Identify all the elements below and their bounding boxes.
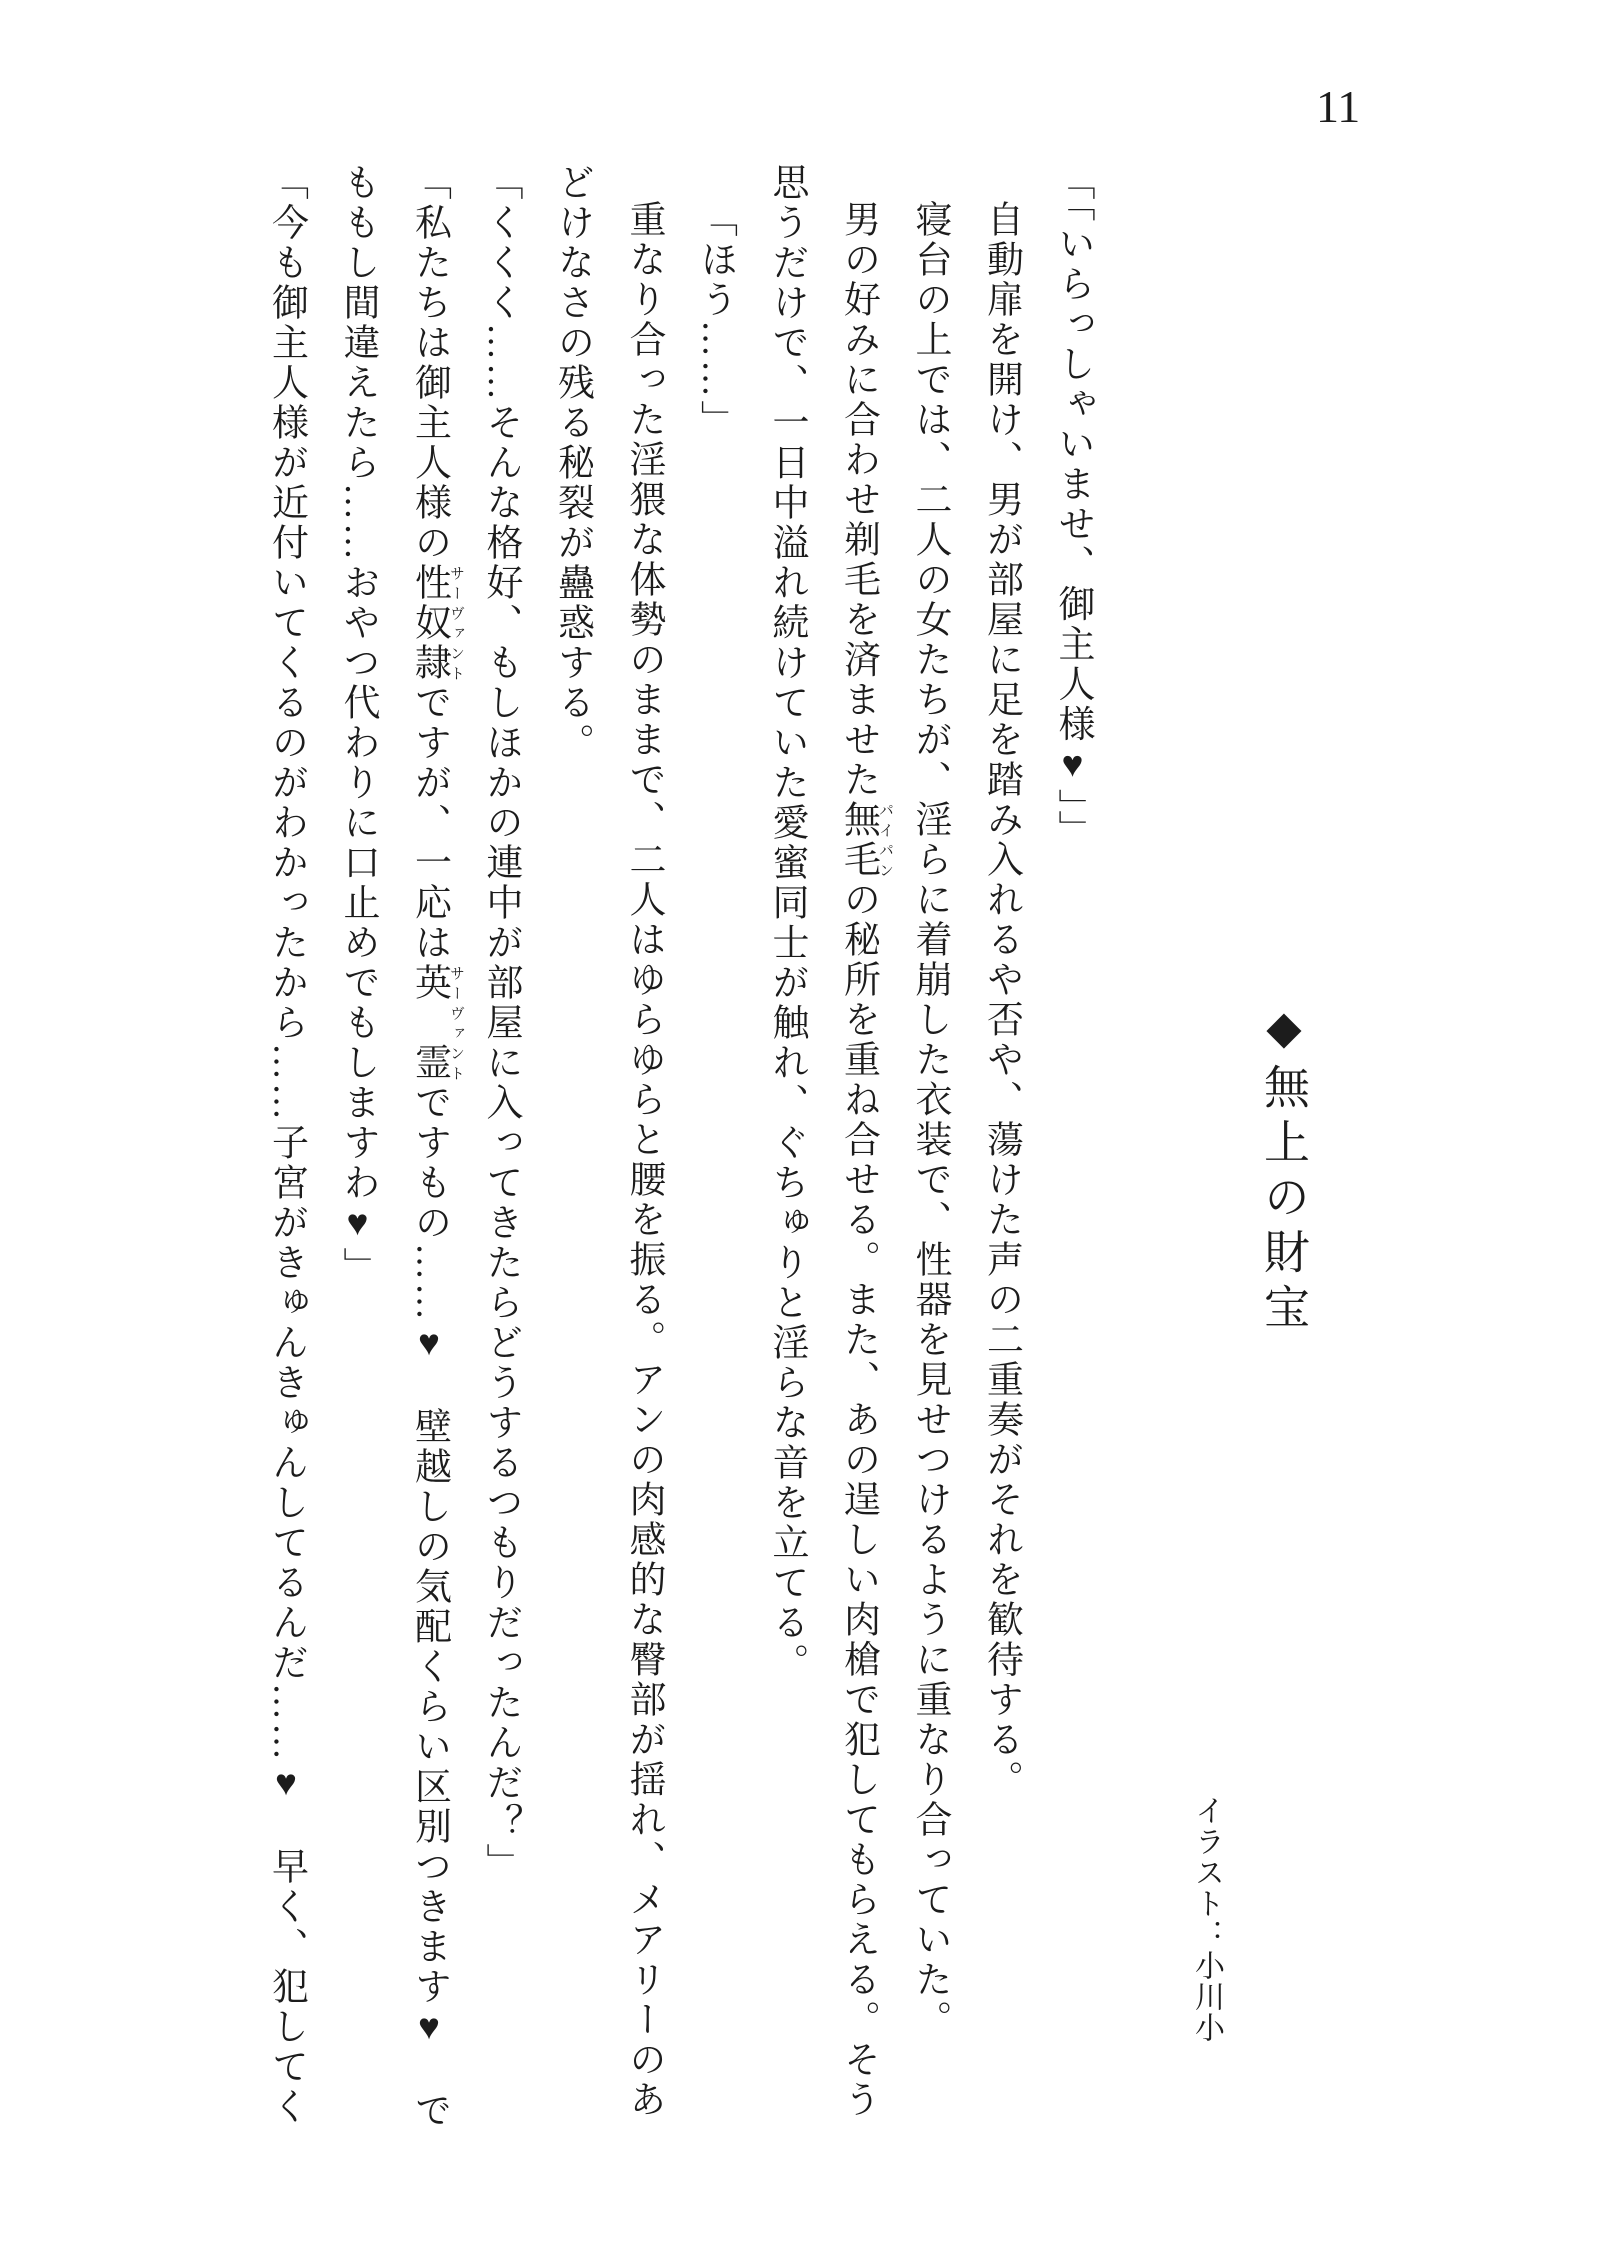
text-column: 「今も御主人様が近付いてくるのがわかったから……子宮がきゅんきゅんしてるんだ……♥ 早く、犯してく <box>265 163 307 2127</box>
ruby-annotated-word: 性奴隷サーヴァント <box>408 563 464 683</box>
text-column: ももし間違えたら……おやつ代わりに口止めでもしますわ♥」 <box>337 163 378 1287</box>
main-text <box>250 163 1108 2143</box>
page-number: 11 <box>1316 81 1361 132</box>
text-column: 「私たちは御主人様の性奴隷サーヴァントですが、一応は英 霊サーヴァントですもの……♥ 壁越しの気配くらい区別つきます♥ で <box>408 163 464 2131</box>
ruby-annotated-word: 無毛パイパン <box>837 800 893 880</box>
text-column: 思うだけで、一日中溢れ続けていた愛蜜同士が触れ、ぐちゅりと淫らな音を立てる。 <box>766 163 807 1683</box>
text-column: 男の好みに合わせ剃毛を済ませた無毛パイパンの秘所を重ね合せる。また、あの逞しい肉槍で犯してもらえる。そう <box>837 200 893 2120</box>
text-column: どけなさの残る秘裂が蠱惑する。 <box>551 163 593 763</box>
illustrator-credit: イラスト：小川小 <box>1190 1795 1223 2043</box>
text-column: 「「いらっしゃいませ、御主人様♥」」 <box>1052 163 1093 850</box>
ruby-annotated-word: 英 霊サーヴァント <box>408 963 464 1083</box>
text-column: 「くくく……そんな格好、もしほかの連中が部屋に入ってきたらどうするつもりだったんだ？」 <box>480 163 521 1883</box>
text-column: 重なり合った淫猥な体勢のままで、二人はゆらゆらと腰を振る。アンの肉感的な臀部が揺れ、メアリーのあ <box>623 200 664 2120</box>
text-column: 自動扉を開け、男が部屋に足を踏み入れるや否や、蕩けた声の二重奏がそれを歓待する。 <box>980 200 1022 1800</box>
text-column: 寝台の上では、二人の女たちが、淫らに着崩した衣装で、性器を見せつけるように重なり合っていた。 <box>909 200 950 2040</box>
text-column: 「ほう……」 <box>694 200 736 440</box>
chapter-title: ◆無上の財宝 <box>1258 1000 1309 1338</box>
